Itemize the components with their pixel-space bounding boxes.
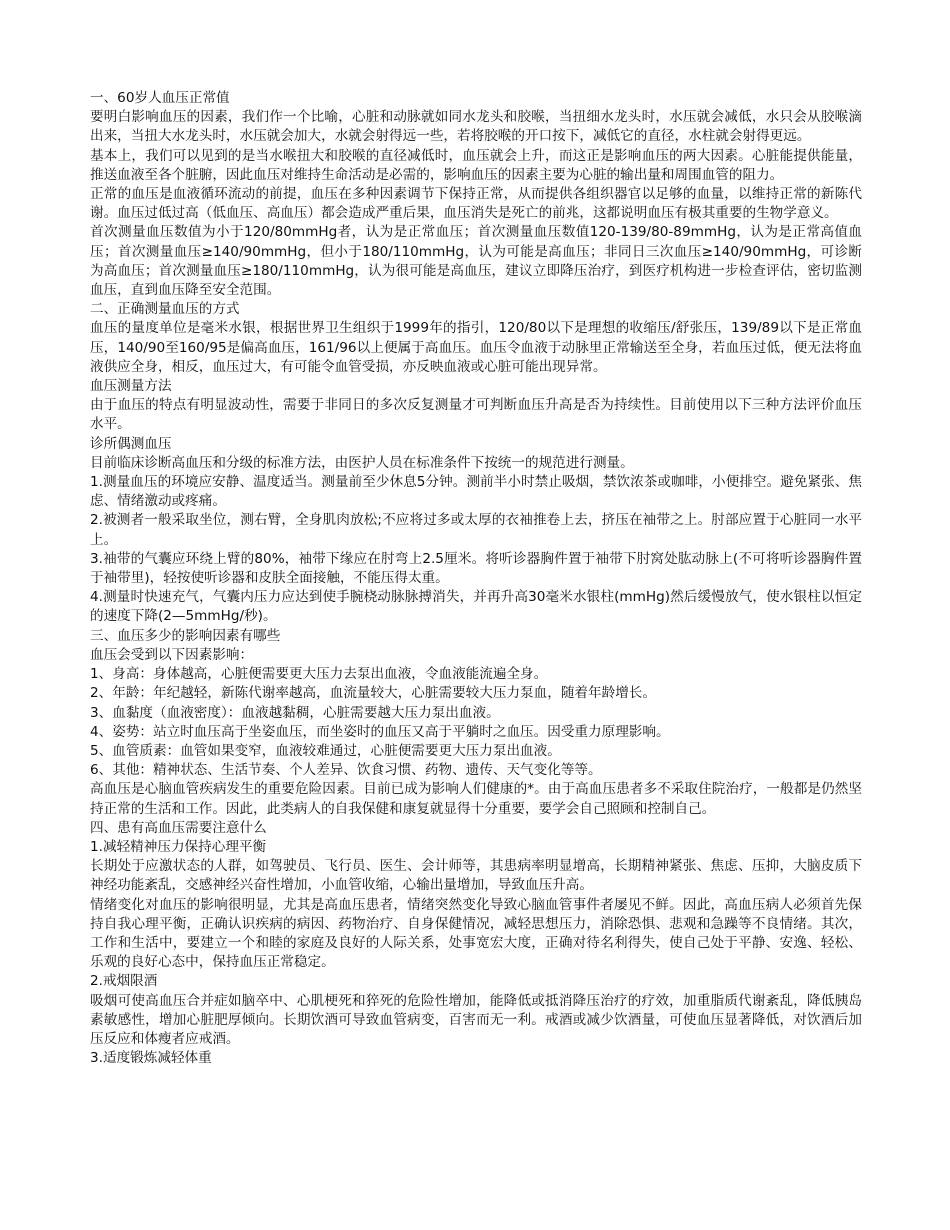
paragraph: 2.戒烟限酒	[90, 973, 158, 990]
paragraph: 由于血压的特点有明显波动性，需要于非同日的多次反复测量才可判断血压升高是否为持续性。目前使用以下三种方法评价血压水平。	[90, 397, 862, 433]
paragraph: 2、年龄：年纪越轻，新陈代谢率越高，血流量较大，心脏需要较大压力泵血，随着年龄增长。	[90, 685, 656, 702]
paragraph: 高血压是心脑血管疾病发生的重要危险因素。目前已成为影响人们健康的*。由于高血压患者多不采取住院治疗，一般都是仍然坚持正常的生活和工作。因此，此类病人的自我保健和康复就显得十分重要，要学会自己照顾和控制自己。	[90, 781, 862, 817]
paragraph: 血压会受到以下因素影响：	[90, 646, 254, 663]
document-body	[90, 89, 862, 1068]
paragraph: 诊所偶测血压	[90, 435, 172, 452]
paragraph: 4、姿势：站立时血压高于坐姿血压，而坐姿时的血压又高于平躺时之血压。因受重力原理影响。	[90, 723, 670, 740]
paragraph: 三、血压多少的影响因素有哪些	[90, 627, 281, 644]
paragraph: 首次测量血压数值为小于120/80mmHg者，认为是正常血压；首次测量血压数值120-139/80-89mmHg，认为是正常高值血压；首次测量血压≥140/90mmHg，但小于180/110mmHg，认为可能是高血压；非同日三次血压≥140/90mmHg，可诊断为高血压；首次测量血压≥180/110mmHg，认为很可能是高血压，建议立即降压治疗，到医疗机构进一步检查评估，密切监测血压，直到血压降至安全范围。	[90, 224, 862, 299]
paragraph: 情绪变化对血压的影响很明显，尤其是高血压患者，情绪突然变化导致心脑血管事件者屡见不鲜。因此，高血压病人必须首先保持自我心理平衡，正确认识疾病的病因、药物治疗、自身保健情况，减轻思想压力，消除恐惧、悲观和急躁等不良情绪。其次，工作和生活中，要建立一个和睦的家庭及良好的人际关系，处事宽宏大度，正确对待名利得失，使自己处于平静、安逸、轻松、乐观的良好心态中，保持血压正常稳定。	[90, 896, 862, 971]
paragraph: 正常的血压是血液循环流动的前提，血压在多种因素调节下保持正常，从而提供各组织器官以足够的血量，以维持正常的新陈代谢。血压过低过高（低血压、高血压）都会造成严重后果，血压消失是死亡的前兆，这都说明血压有极其重要的生物学意义。	[90, 186, 862, 222]
paragraph: 长期处于应激状态的人群，如驾驶员、飞行员、医生、会计师等，其患病率明显增高，长期精神紧张、焦虑、压抑，大脑皮质下神经功能紊乱，交感神经兴奋性增加，小血管收缩，心输出量增加，导致血压升高。	[90, 858, 862, 894]
paragraph: 吸烟可使高血压合并症如脑卒中、心肌梗死和猝死的危险性增加，能降低或抵消降压治疗的疗效，加重脂质代谢紊乱，降低胰岛素敏感性，增加心脏肥厚倾向。长期饮酒可导致血管病变，百害而无一利。戒酒或减少饮酒量，可使血压显著降低，对饮酒后加压反应和体瘦者应戒酒。	[90, 992, 862, 1047]
paragraph: 血压的量度单位是毫米水银，根据世界卫生组织于1999年的指引，120/80以下是理想的收缩压/舒张压，139/89以下是正常血压，140/90至160/95是偏高血压，161/96以上便属于高血压。血压令血液于动脉里正常输送至全身，若血压过低，便无法将血液供应全身，相反，血压过大，有可能令血管受损，亦反映血液或心脏可能出现异常。	[90, 320, 862, 375]
paragraph: 3.袖带的气囊应环绕上臂的80%，袖带下缘应在肘弯上2.5厘米。将听诊器胸件置于袖带下肘窝处肱动脉上(不可将听诊器胸件置于袖带里)，轻按使听诊器和皮肤全面接触，不能压得太重。	[90, 550, 862, 587]
paragraph: 一、60岁人血压正常值	[90, 90, 230, 106]
paragraph: 目前临床诊断高血压和分级的标准方法，由医护人员在标准条件下按统一的规范进行测量。	[90, 454, 634, 471]
paragraph: 1.减轻精神压力保持心理平衡	[90, 838, 267, 855]
paragraph: 2.被测者一般采取坐位，测右臂，全身肌肉放松;不应将过多或太厚的衣袖推卷上去，挤压在袖带之上。肘部应置于心脏同一水平上。	[90, 512, 862, 548]
paragraph: 二、正确测量血压的方式	[90, 301, 240, 318]
paragraph: 1.测量血压的环境应安静、温度适当。测量前至少休息5分钟。测前半小时禁止吸烟，禁饮浓茶或咖啡，小便排空。避免紧张、焦虑、情绪激动或疼痛。	[90, 474, 862, 510]
paragraph: 血压测量方法	[90, 378, 172, 395]
paragraph: 要明白影响血压的因素，我们作一个比喻，心脏和动脉就如同水龙头和胶喉，当扭细水龙头时，水压就会减低，水只会从胶喉滴出来，当扭大水龙头时，水压就会加大，水就会射得远一些，若将胶喉的开口按下，减低它的直径，水柱就会射得更远。	[90, 109, 862, 145]
paragraph: 4.测量时快速充气，气囊内压力应达到使手腕桡动脉脉搏消失，并再升高30毫米水银柱(mmHg)然后缓慢放气，使水银柱以恒定的速度下降(2—5mmHg/秒)。	[90, 589, 862, 625]
paragraph: 基本上，我们可以见到的是当水喉扭大和胶喉的直径减低时，血压就会上升，而这正是影响血压的两大因素。心脏能提供能量，推送血液至各个脏腑，因此血压对维持生命活动是必需的，影响血压的因素主要为心脏的输出量和周围血管的阻力。	[90, 147, 862, 183]
paragraph: 5、血管质素：血管如果变窄，血液较难通过，心脏便需要更大压力泵出血液。	[90, 742, 561, 759]
paragraph: 1、身高：身体越高，心脏便需要更大压力去泵出血液，令血液能流遍全身。	[90, 666, 548, 683]
paragraph: 3、血黏度（血液密度）：血液越黏稠，心脏需要越大压力泵出血液。	[90, 704, 500, 721]
paragraph: 四、患有高血压需要注意什么	[90, 819, 267, 836]
paragraph: 3.适度锻炼减轻体重	[90, 1050, 212, 1067]
paragraph: 6、其他：精神状态、生活节奏、个人差异、饮食习惯、药物、遗传、天气变化等等。	[90, 762, 602, 779]
